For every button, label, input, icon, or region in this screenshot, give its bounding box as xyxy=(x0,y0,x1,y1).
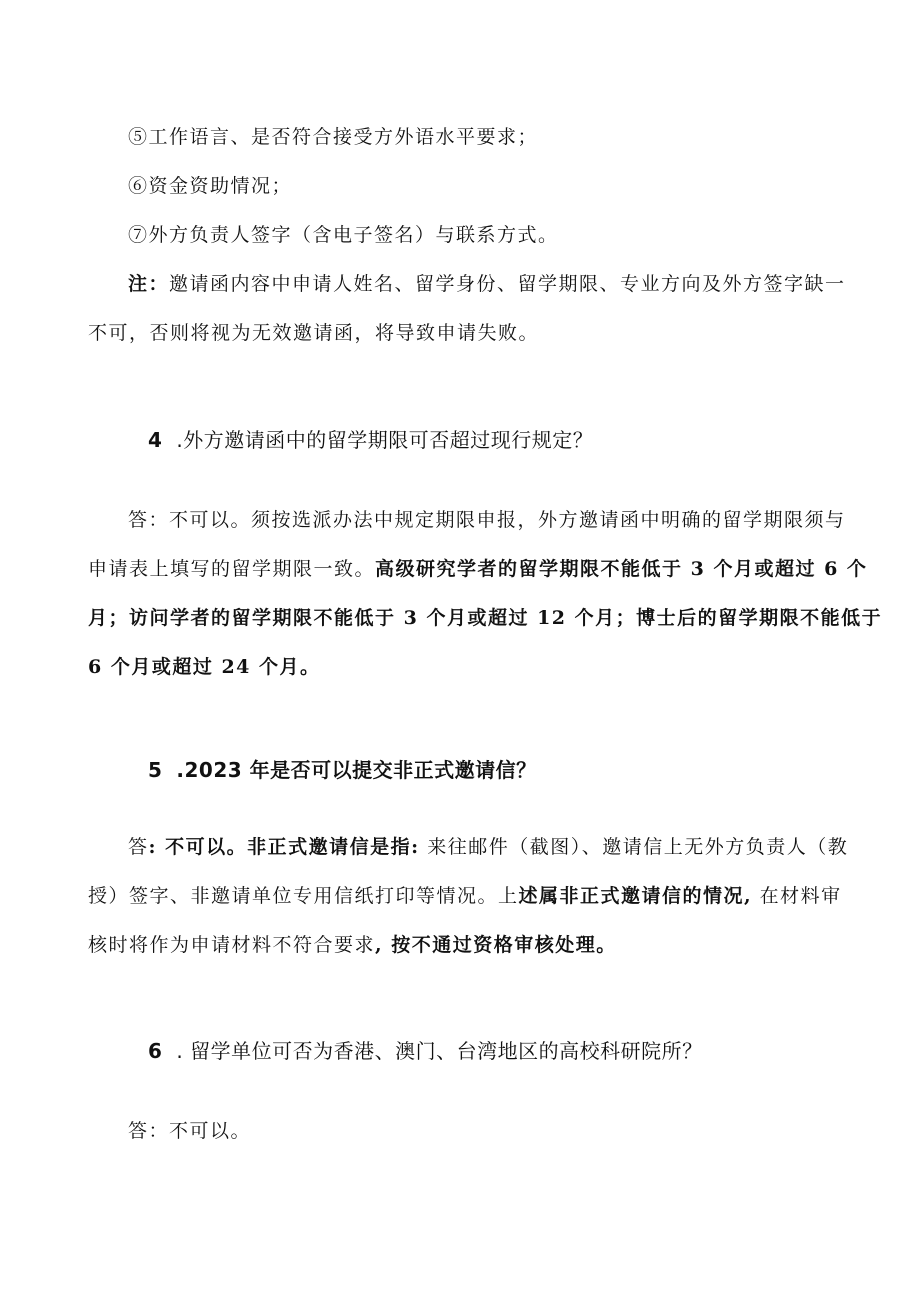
answer-4-line-2 xyxy=(88,557,868,581)
answer-5-bold-1: : 不可以。非正式邀请信是指: xyxy=(148,836,420,858)
question-4-number: 4 xyxy=(148,428,163,452)
answer-6: 答：不可以。 xyxy=(128,1120,252,1142)
question-5-heading xyxy=(148,758,537,782)
answer-5-line-1 xyxy=(128,835,849,859)
answer-5-line-3 xyxy=(88,933,617,957)
note-label: 注： xyxy=(128,273,170,295)
answer-5-line-2 xyxy=(88,884,842,908)
question-6-text: . 留学单位可否为香港、澳门、台湾地区的高校科研院所？ xyxy=(176,1039,703,1063)
answer-4-line-2-bold: 高级研究学者的留学期限不能低于 3 个月或超过 6 个 xyxy=(375,558,868,580)
answer-5-text-2: 授）签字、非邀请单位专用信纸打印等情况。上 xyxy=(88,885,519,907)
answer-5-bold-2: 述属非正式邀请信的情况, xyxy=(518,885,753,907)
answer-5-text-3: 在材料审 xyxy=(752,885,842,907)
list-item-7: ⑦外方负责人签字（含电子签名）与联系方式。 xyxy=(128,224,559,246)
answer-4-line-3: 月；访问学者的留学期限不能低于 3 个月或超过 12 个月；博士后的留学期限不能低于 xyxy=(88,607,883,629)
answer-4-line-4: 6 个月或超过 24 个月。 xyxy=(88,656,321,678)
question-6-number: 6 xyxy=(148,1039,163,1063)
answer-5-bold-3: , 按不通过资格审核处理。 xyxy=(375,934,617,956)
list-item-5: ⑤工作语言、是否符合接受方外语水平要求； xyxy=(128,126,539,148)
answer-4-line-1: 答：不可以。须按选派办法中规定期限申报，外方邀请函中明确的留学期限须与 xyxy=(128,509,846,531)
answer-4-line-2-normal: 申请表上填写的留学期限一致。 xyxy=(88,558,376,580)
note-line-1 xyxy=(128,272,846,296)
note-line-2: 不可，否则将视为无效邀请函，将导致申请失败。 xyxy=(88,322,540,344)
note-text-1: 邀请函内容中申请人姓名、留学身份、留学期限、专业方向及外方签字缺一 xyxy=(169,273,846,295)
question-6-heading xyxy=(148,1039,703,1063)
list-item-6: ⑥资金资助情况； xyxy=(128,175,293,197)
question-4-text: .外方邀请函中的留学期限可否超过现行规定？ xyxy=(176,428,594,452)
question-5-number: 5 xyxy=(148,758,163,782)
question-5-text: .2023 年是否可以提交非正式邀请信？ xyxy=(176,758,537,782)
answer-5-text-1: 来往邮件（截图）、邀请信上无外方负责人（教 xyxy=(419,836,849,858)
answer-5-text-4: 核时将作为申请材料不符合要求 xyxy=(88,934,376,956)
answer-5-prefix: 答 xyxy=(128,836,149,858)
question-4-heading xyxy=(148,428,593,452)
